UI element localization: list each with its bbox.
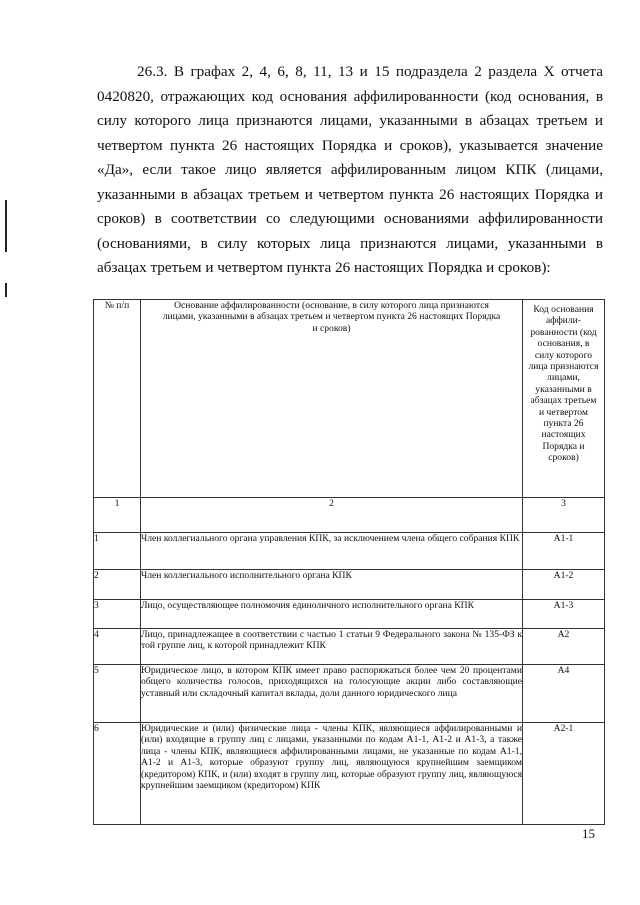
section-paragraph [97, 60, 603, 281]
header-basis-text: Основание аффилированности (основание, в силу которого лица признаются лицами, указанными в абзацах третьем и четвертом пункта 26 настоящих Порядка и сроков) [162, 300, 501, 334]
table-row [94, 533, 605, 570]
row-code: А1-1 [523, 533, 605, 570]
paragraph-text: 26.3. В графах 2, 4, 6, 8, 11, 13 и 15 подраздела 2 раздела X отчета 0420820, отражающих код основания аффилированности (код основания, в силу которого лица признаются лицами, указанными в абзацах третьем и четвертом пункта 26 настоящих Порядка и сроков), указывается значение «Да», если такое лицо является аффилированным лицом КПК (лицами, указанными в абзацах третьем и четвертом пункта 26 настоящих Порядка и сроков) в соответствии со следующими основаниями аффилированности (основаниями, в силу которых лица признаются лицами, указанными в абзацах третьем и четвертом пункта 26 настоящих Порядка и сроков): [97, 63, 603, 276]
page-number: 15 [582, 826, 595, 841]
row-basis: Юридические и (или) физические лица - члены КПК, являющиеся аффилированными и (или) входящие в группу лиц с лицами, указанными по кодам А1-1, А1-2 и А1-3, а также лица - члены КПК, являющиеся аффилированными лицами, не указанные по кодам А1-1, А1-2 и А1-3, которые образуют группу лиц, являющуюся крупнейшим заемщиком (кредитором) КПК, и (или) входят в группу лиц, которые образуют группу лиц, являющуюся крупнейшим заемщиком (кредитором) КПК [141, 723, 523, 825]
table-row [94, 723, 605, 825]
row-code: А4 [523, 665, 605, 723]
row-basis: Лицо, принадлежащее в соответствии с частью 1 статьи 9 Федерального закона № 135-ФЗ к той группе лиц, к которой принадлежит КПК [141, 629, 523, 665]
row-number: 3 [94, 600, 141, 629]
column-number-2: 2 [141, 498, 523, 533]
header-basis [141, 300, 523, 498]
row-code: А1-2 [523, 570, 605, 600]
column-numbers-row [94, 498, 605, 533]
row-basis: Юридическое лицо, в котором КПК имеет право распоряжаться более чем 20 процентами общего количества голосов, приходящихся на голосующие акции либо составляющие уставный или складочный капитал вклады, доли данного юридического лица [141, 665, 523, 723]
table-header-row [94, 300, 605, 498]
margin-mark-long [5, 200, 7, 252]
row-number: 6 [94, 723, 141, 825]
table-row [94, 570, 605, 600]
header-num: № п/п [94, 300, 141, 498]
row-number: 5 [94, 665, 141, 723]
table-row [94, 665, 605, 723]
row-number: 2 [94, 570, 141, 600]
row-number: 1 [94, 533, 141, 570]
table-row [94, 629, 605, 665]
row-basis: Член коллегиального органа управления КПК, за исключением члена общего собрания КПК [141, 533, 523, 570]
row-basis: Лицо, осуществляющее полномочия единоличного исполнительного органа КПК [141, 600, 523, 629]
column-number-1: 1 [94, 498, 141, 533]
row-number: 4 [94, 629, 141, 665]
table-row [94, 600, 605, 629]
row-code: А2 [523, 629, 605, 665]
margin-mark-short [5, 283, 7, 297]
header-code: Код основания аффили-рованности (код основания, в силу которого лица признаются лицами, указанными в абзацах третьем и четвертом пункта 26 настоящих Порядка и сроков) [523, 300, 605, 498]
row-basis: Член коллегиального исполнительного органа КПК [141, 570, 523, 600]
row-code: А2-1 [523, 723, 605, 825]
affiliation-table [93, 299, 605, 825]
row-code: А1-3 [523, 600, 605, 629]
column-number-3: 3 [523, 498, 605, 533]
